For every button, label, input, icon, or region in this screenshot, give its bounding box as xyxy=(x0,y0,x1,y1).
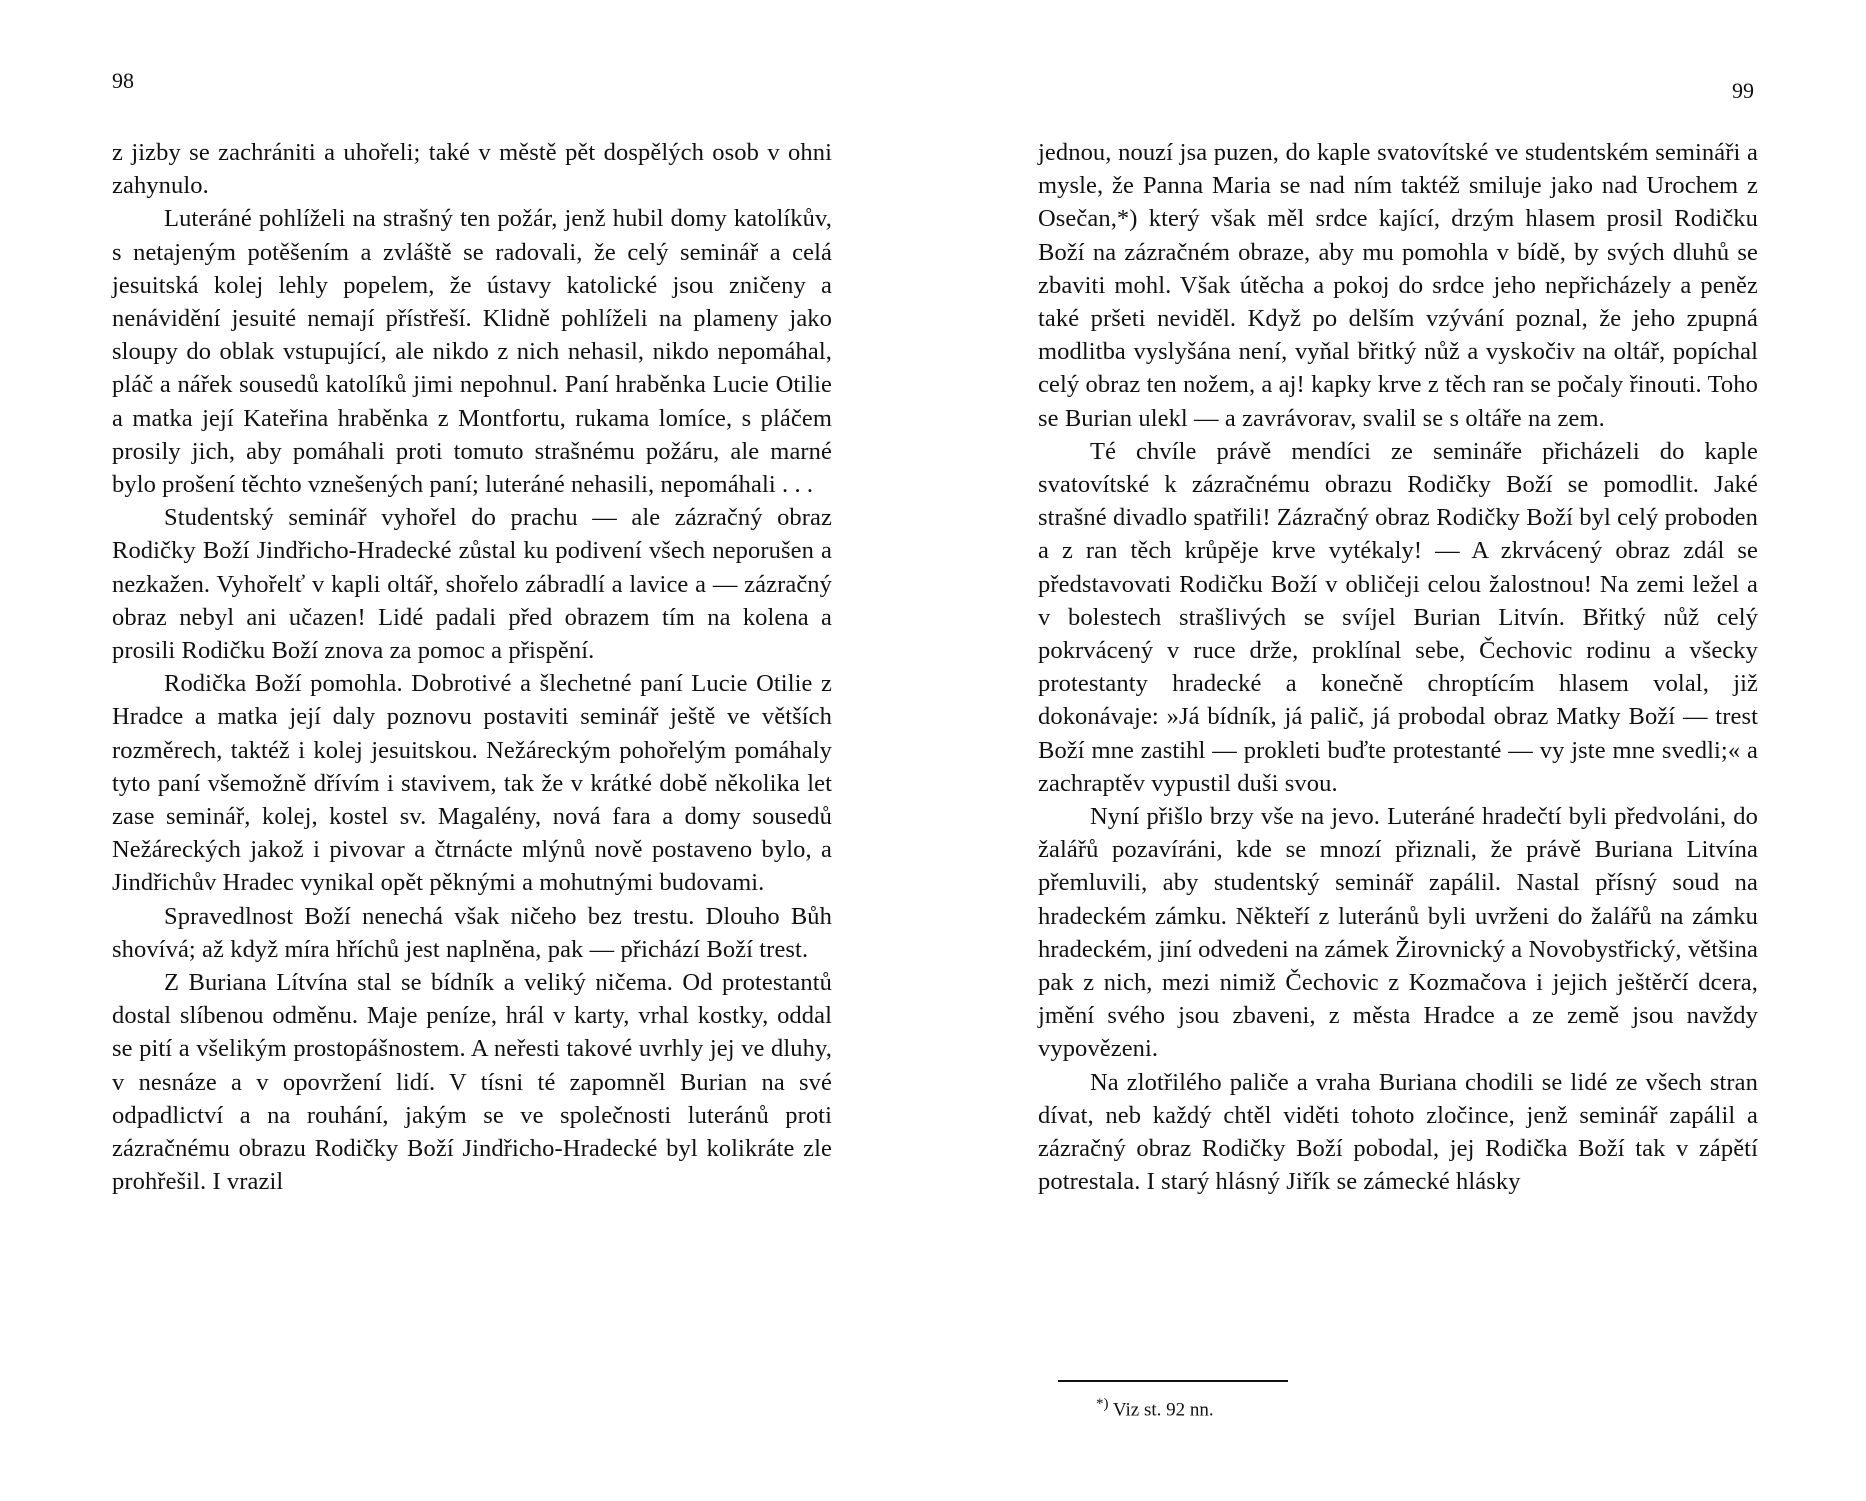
footnote-marker: *) xyxy=(1096,1396,1109,1412)
paragraph: Luteráné pohlíželi na strašný ten požár, jenž hubil domy katolíkův, s netajeným potěšením a zvláště se radovali, že celý seminář a celá jesuitská kolej lehly popelem, že ústavy katolické jsou zničeny a nenávidění jesuité nemají přístřeší. Klidně pohlíželi na plameny jako sloupy do oblak vstupující, ale nikdo z nich nehasil, nikdo nepomáhal, pláč a nářek sousedů katolíků jimi nepohnul. Paní hraběnka Lucie Otilie a matka její Kateřina hraběnka z Montfortu, rukama lomíce, s pláčem prosily jich, aby pomáhali proti tomuto strašnému požáru, ale marné bylo prošení těchto vznešených paní; luteráné nehasili, nepomáhali . . . xyxy=(112,205,832,499)
footnote-separator xyxy=(1058,1380,1288,1382)
text-column-left xyxy=(112,136,832,1199)
footnote-area xyxy=(1038,1380,1758,1422)
paragraph: Spravedlnost Boží nenechá však ničeho bez trestu. Dlouho Bůh shovívá; až když míra hříchů jest naplněna, pak — přichází Boží trest. xyxy=(112,902,832,963)
paragraph: z jizby se zachrániti a uhořeli; také v městě pět dospělých osob v ohni zahynulo. xyxy=(112,139,832,200)
footnote xyxy=(1038,1392,1758,1422)
paragraph: Na zlotřilého paliče a vraha Buriana chodili se lidé ze všech stran dívat, neb každý chtěl viděti tohoto zločince, jenž seminář zapálil a zázračný obraz Rodičky Boží pobodal, jej Rodička Boží tak v zápětí potrestala. I starý hlásný Jiřík se zámecké hlásky xyxy=(1038,1068,1758,1196)
footnote-text: Viz st. 92 nn. xyxy=(1112,1399,1214,1421)
paragraph: Z Buriana Lítvína stal se bídník a veliký ničema. Od protestantů dostal slíbenou odměnu. Maje peníze, hrál v karty, vrhal kostky, oddal se pití a všelikým prostopášnostem. A neřesti takové uvrhly jej ve dluhy, v nesnáze a v opovržení lidí. V tísni té zapomněl Burian na své odpadlictví a na rouhání, jakým se ve společnosti luteránů proti zázračnému obrazu Rodičky Boží Jindřicho-Hradecké byl kolikráte zle prohřešil. I vrazil xyxy=(112,969,832,1196)
paragraph: Nyní přišlo brzy vše na jevo. Luteráné hradečtí byli předvoláni, do žalářů pozavíráni, kde se mnozí přiznali, že právě Buriana Litvína přemluvili, aby studentský seminář zapálil. Nastal přísný soud na hradeckém zámku. Někteří z luteránů byli uvrženi do žalářů na zámku hradeckém, jiní odvedeni na zámek Žirovnický a Novobystřický, většina pak z nich, mezi nimiž Čechovic z Kozmačova i jejich ještěrčí dcera, jmění svého jsou zbaveni, z města Hradce a ze země jsou navždy vypovězeni. xyxy=(1038,803,1758,1063)
page-number-right: 99 xyxy=(1732,78,1754,103)
paragraph: Rodička Boží pomohla. Dobrotivé a šlechetné paní Lucie Otilie z Hradce a matka její daly poznovu postaviti seminář ještě ve větších rozměrech, taktéž i kolej jesuitskou. Nežáreckým pohořelým pomáhaly tyto paní všemožně dřívím i stavivem, tak že v krátké době několika let zase seminář, kolej, kostel sv. Magalény, nová fara a domy sousedů Nežáreckých jakož i pivovar a čtrnácte mlýnů nově postaveno bylo, a Jindřichův Hradec vynikal opět pěknými a mohutnými budovami. xyxy=(112,670,832,897)
paragraph: jednou, nouzí jsa puzen, do kaple svatovítské ve studentském semináři a mysle, že Panna Maria se nad ním taktéž smiluje jako nad Urochem z Osečan,*) který však měl srdce kající, drzým hlasem prosil Rodičku Boží na zázračném obraze, aby mu pomohla v bídě, by svých dluhů se zbaviti mohl. Však útěcha a pokoj do srdce jeho nepřicházely a peněz také pršeti neviděl. Když po delším vzývání poznal, že jeho zpupná modlitba vyslyšána není, vyňal břitký nůž a vyskočiv na oltář, popíchal celý obraz ten nožem, a aj! kapky krve z těch ran se počaly řinouti. Toho se Burian ulekl — a zavrávorav, svalil se s oltáře na zem. xyxy=(1038,139,1758,432)
page-number-left: 98 xyxy=(112,68,134,93)
paragraph: Té chvíle právě mendíci ze semináře přicházeli do kaple svatovítské k zázračnému obrazu Rodičky Boží se pomodlit. Jaké strašné divadlo spatřili! Zázračný obraz Rodičky Boží byl celý proboden a z ran těch krůpěje krve vytékaly! — A zkrvácený obraz zdál se představovati Rodičku Boží v obličeji celou žalostnou! Na zemi ležel a v bolestech strašlivých se svíjel Burian Litvín. Břitký nůž celý pokrvácený v ruce drže, proklínal sebe, Čechovic rodinu a všecky protestanty hradecké a konečně chroptícím hlasem volal, již dokonávaje: »Já bídník, já palič, já probodal obraz Matky Boží — trest Boží mne zastihl — prokleti buďte protestanté — vy jste mne svedli;« a zachraptěv vypustil duši svou. xyxy=(1038,437,1758,797)
text-column-right xyxy=(1038,136,1758,1199)
paragraph: Studentský seminář vyhořel do prachu — ale zázračný obraz Rodičky Boží Jindřicho-Hradecké zůstal ku podivení všech neporušen a nezkažen. Vyhořelť v kapli oltář, shořelo zábradlí a lavice a — zázračný obraz nebyl ani učazen! Lidé padali před obrazem tím na kolena a prosili Rodičku Boží znova za pomoc a přispění. xyxy=(112,504,832,665)
